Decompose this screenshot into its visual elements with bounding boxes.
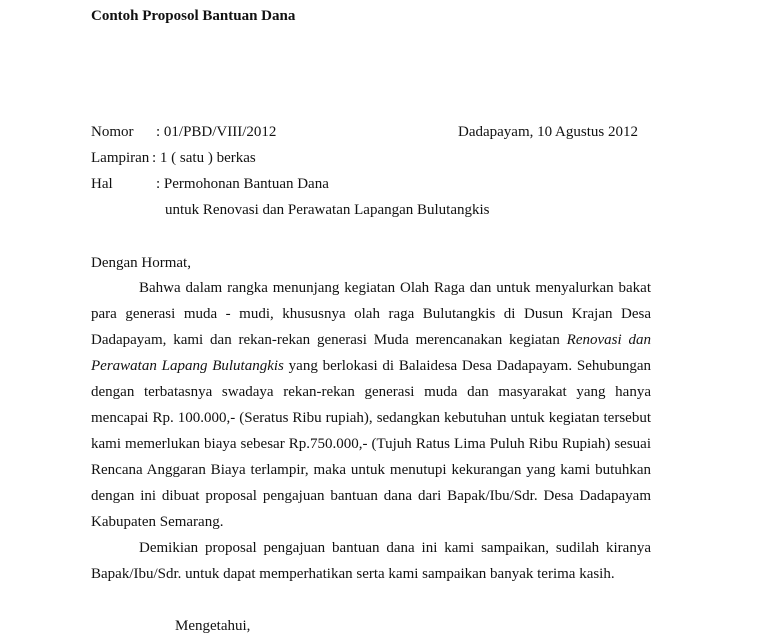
paragraph-main-part1: Bahwa dalam rangka menunjang kegiatan Olah Raga dan untuk menyalurkan bakat para generasi muda - mudi, khususnya olah raga Bulutangkis di Dusun Krajan Desa Dadapayam, kami dan rekan-rekan generasi Muda merencanakan kegiatan bbox=[91, 280, 651, 348]
hal-value-line1: : Permohonan Bantuan Dana bbox=[156, 176, 329, 192]
lampiran-value: : 1 ( satu ) berkas bbox=[152, 150, 256, 166]
paragraph-main-part2: yang berlokasi di Balaidesa Desa Dadapayam. Sehubungan dengan terbatasnya swadaya rekan-rekan generasi muda dan masyarakat yang hanya mencapai Rp. 100.000,- (Seratus Ribu rupiah), sedangkan kebutuhan untuk kegiatan tersebut kami memerlukan biaya sebesar Rp.750.000,- (Tujuh Ratus Lima Puluh Ribu Rupiah) sesuai Rencana Anggaran Biaya terlampir, maka untuk menutupi kekurangan yang kami butuhkan dengan ini dibuat proposal pengajuan bantuan dana dari Bapak/Ibu/Sdr. Desa Dadapayam Kabupaten Semarang. bbox=[91, 358, 652, 530]
paragraph-main bbox=[91, 275, 651, 535]
hal-value-line2: untuk Renovasi dan Perawatan Lapangan Bulutangkis bbox=[165, 202, 490, 218]
letter-body bbox=[91, 275, 651, 587]
salutation: Dengan Hormat, bbox=[91, 255, 191, 271]
document-title: Contoh Proposol Bantuan Dana bbox=[91, 8, 296, 24]
activity-name: Renovasi dan Perawatan Lapang Bulutangkis bbox=[91, 332, 651, 374]
nomor-value: : 01/PBD/VIII/2012 bbox=[156, 124, 277, 140]
hal-label: Hal bbox=[91, 176, 113, 192]
lampiran-label: Lampiran bbox=[91, 150, 150, 166]
paragraph-closing: Demikian proposal pengajuan bantuan dana ini kami sampaikan, sudilah kiranya Bapak/Ibu/Sdr. untuk dapat memperhatikan serta kami sampaikan banyak terima kasih. bbox=[91, 540, 651, 582]
letter-date: Dadapayam, 10 Agustus 2012 bbox=[458, 124, 638, 140]
nomor-label: Nomor bbox=[91, 124, 134, 140]
closing-mengetahui: Mengetahui, bbox=[175, 618, 251, 634]
